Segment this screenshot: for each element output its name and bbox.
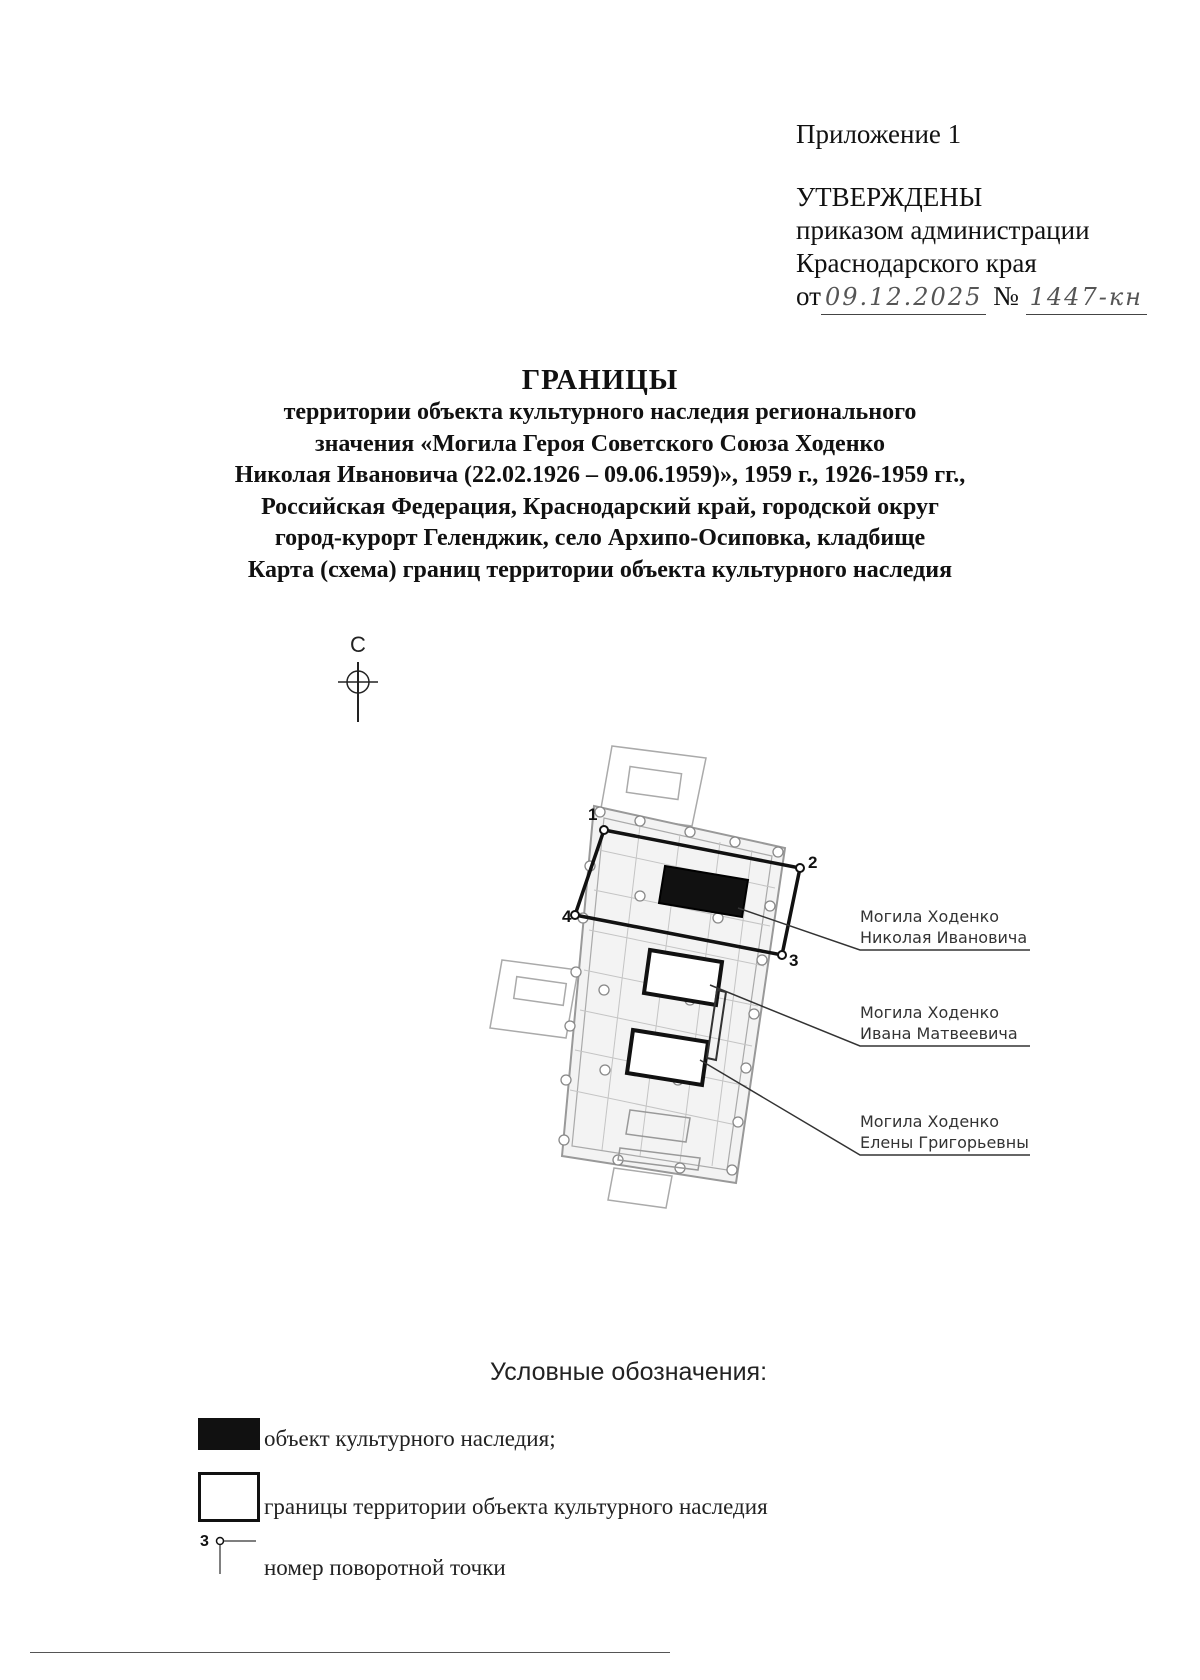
point-label-2: 2 — [808, 853, 818, 872]
point-label-1: 1 — [588, 805, 598, 824]
callout-1-line-2: Николая Ивановича — [860, 928, 1028, 947]
legend-turning-point-icon — [196, 1530, 266, 1590]
date-prefix: от — [796, 281, 821, 311]
title-line-6: Карта (схема) границ территории объекта культурного наследия — [247, 556, 953, 583]
title-line-1: территории объекта культурного наследия регионального — [283, 399, 917, 425]
title-line-3: Николая Ивановича (22.02.1926 – 09.06.1959)», 1959 г., 1926-1959 гг., — [234, 462, 966, 488]
point-label-4: 4 — [562, 907, 572, 926]
legend-heritage-object-swatch — [198, 1418, 260, 1450]
north-arrow-icon — [338, 632, 378, 722]
legend-heritage-object-label: объект культурного наследия; — [264, 1426, 556, 1451]
callout-1-line-1: Могила Ходенко — [860, 907, 1000, 926]
footer-divider — [30, 1652, 670, 1653]
title-line-5: город-курорт Геленджик, село Архипо-Осиповка, кладбище — [274, 525, 926, 551]
legend-title: Условные обозначения: — [490, 1358, 768, 1386]
legend-boundary-label: границы территории объекта культурного наследия — [264, 1494, 768, 1519]
approval-line-2: Краснодарского края — [796, 248, 1037, 278]
handwritten-number: 1447-кн — [1026, 281, 1147, 315]
legend-turning-point-number: 3 — [200, 1533, 209, 1550]
callout-2-line-2: Ивана Матвеевича — [860, 1024, 1018, 1043]
handwritten-date: 09.12.2025 — [821, 281, 986, 315]
approved-label: УТВЕРЖДЕНЫ — [796, 182, 983, 212]
title-line-4: Российская Федерация, Краснодарский край, городской округ — [261, 493, 939, 520]
turning-point-3-icon — [778, 951, 786, 959]
callout-3-line-2: Елены Григорьевны — [860, 1133, 1029, 1152]
north-label: С — [350, 632, 366, 657]
point-label-3: 3 — [789, 951, 799, 970]
title-line-2: значения «Могила Героя Советского Союза Ходенко — [314, 430, 886, 457]
legend-turning-point-label: номер поворотной точки — [264, 1555, 506, 1580]
title-heading: ГРАНИЦЫ — [521, 364, 679, 396]
annex-label: Приложение 1 — [796, 119, 962, 149]
approval-line-1: приказом администрации — [796, 215, 1090, 245]
number-prefix: № — [993, 281, 1019, 311]
turning-point-4-icon — [571, 911, 579, 919]
callout-3-line-1: Могила Ходенко — [860, 1112, 1000, 1131]
callout-2-line-1: Могила Ходенко — [860, 1003, 1000, 1022]
legend-boundary-swatch — [198, 1472, 260, 1522]
grave-khodenko-ivan — [644, 950, 722, 1005]
turning-point-1-icon — [600, 826, 608, 834]
grave-khodenko-elena — [627, 1030, 708, 1085]
turning-point-2-icon — [796, 864, 804, 872]
